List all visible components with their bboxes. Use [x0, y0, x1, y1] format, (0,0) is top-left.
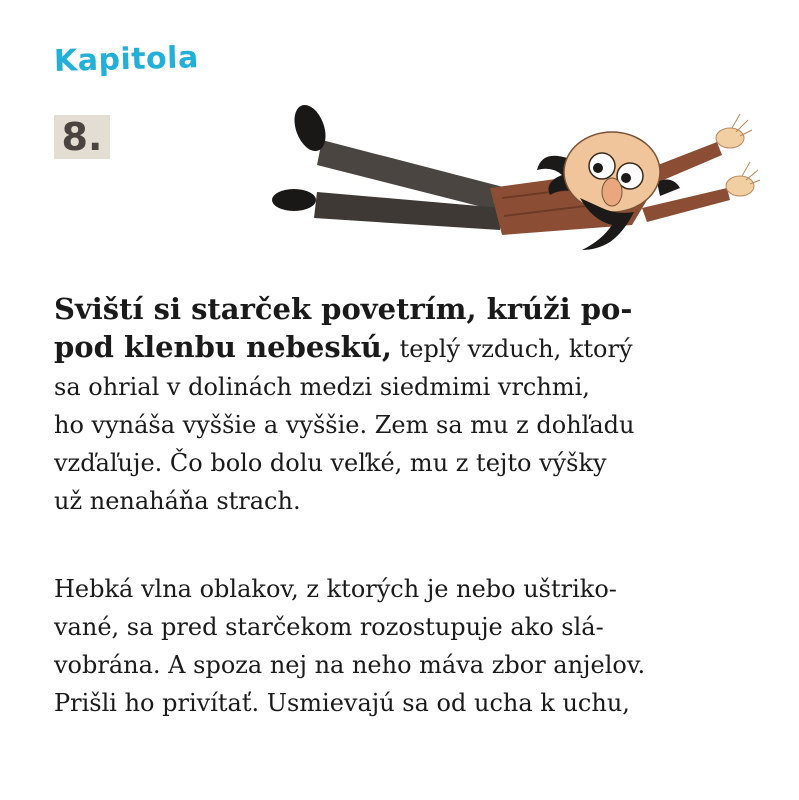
paragraph-1-line-6: už nenaháňa strach. [54, 487, 301, 515]
paragraph-1-line-2-rest: teplý vzduch, ktorý [391, 335, 633, 363]
flying-old-man-illustration [262, 100, 762, 260]
lead-line-1: Sviští si starček povetrím, krúži po- [54, 292, 633, 326]
paragraph-1 [54, 290, 754, 520]
paragraph-2-line-4: Prišli ho privítať. Usmievajú sa od ucha k uchu, [54, 689, 630, 717]
lead-line-2: pod klenbu nebeskú, [54, 330, 392, 364]
paragraph-1-line-3: sa ohrial v dolinách medzi siedmimi vrchmi, [54, 373, 590, 401]
paragraph-1-line-4: ho vynáša vyššie a vyššie. Zem sa mu z dohľadu [54, 411, 635, 439]
paragraph-2 [54, 570, 754, 722]
upper-hand [716, 114, 752, 148]
chapter-heading-word: Kapitola [53, 40, 200, 79]
lower-shoe [272, 189, 316, 211]
chapter-number: 8. [54, 115, 110, 159]
lower-arm [642, 188, 730, 222]
lower-hand [726, 162, 760, 196]
paragraph-2-line-3: vobrána. A spoza nej na neho máva zbor anjelov. [54, 651, 646, 679]
paragraph-2-line-1: Hebká vlna oblakov, z ktorých je nebo uštriko- [54, 575, 617, 603]
paragraph-2-line-2: vané, sa pred starčekom rozostupuje ako slá- [54, 613, 604, 641]
nose [602, 178, 622, 206]
story-text [54, 290, 754, 722]
paragraph-1-line-5: vzďaľuje. Čo bolo dolu veľké, mu z tejto výšky [54, 449, 607, 477]
